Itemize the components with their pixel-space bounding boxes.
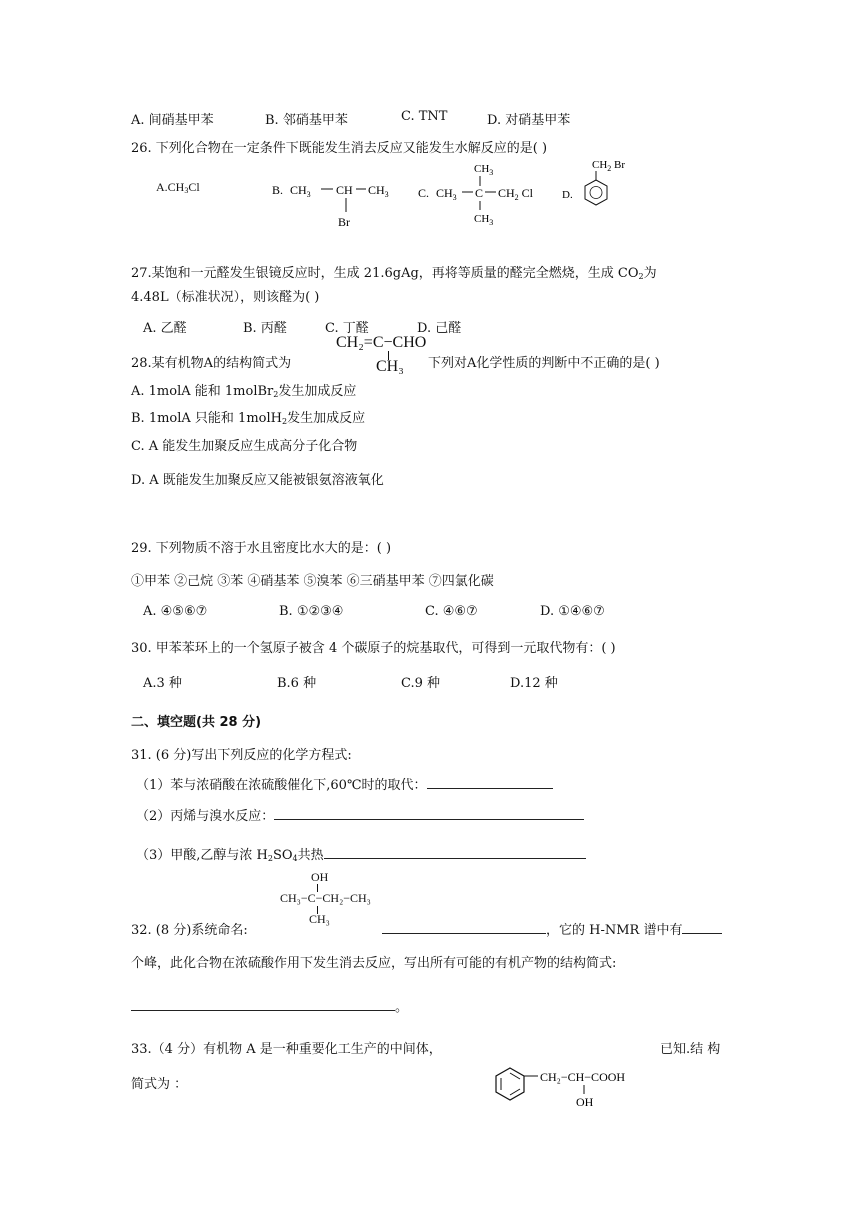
q33-line2: 简式为 ： bbox=[131, 1077, 188, 1092]
q32-line3: 。 bbox=[131, 996, 408, 1015]
q28-stem-end: 下列对A化学性质的判断中不正确的是( ) bbox=[428, 356, 660, 371]
svg-text:C: C bbox=[475, 186, 484, 200]
q27-line2: 4.48L（标准状况），则该醛为( ) bbox=[131, 290, 320, 305]
q29-option-c: C. ④⑥⑦ bbox=[425, 604, 478, 619]
q32-line2: 个峰，此化合物在浓硫酸作用下发生消去反应，写出所有可能的有机产物的结构简式: bbox=[131, 956, 617, 971]
q33-line1: 33.（4 分）有机物 A 是一种重要化工生产的中间体， bbox=[131, 1042, 442, 1057]
q31-stem: 31. (6 分)写出下列反应的化学方程式: bbox=[131, 748, 352, 763]
q28-option-c: C. A 能发生加聚反应生成高分子化合物 bbox=[131, 439, 358, 454]
svg-text:CH3: $CH_3$ bbox=[474, 163, 494, 177]
q33-structure bbox=[494, 1058, 654, 1120]
q25-option-b: B. 邻硝基甲苯 bbox=[265, 113, 348, 128]
q31-part3-blank[interactable] bbox=[324, 846, 586, 859]
q25-option-d: D. 对硝基甲苯 bbox=[487, 113, 571, 128]
section-heading: 二、填空题(共 28 分) bbox=[131, 715, 262, 730]
q32-peaks-blank[interactable] bbox=[682, 921, 722, 934]
q28-structure-ch3: CH₃ bbox=[376, 358, 404, 375]
q29-option-a: A. ④⑤⑥⑦ bbox=[143, 604, 208, 619]
q28-structure-main: CH₂=C−CHO bbox=[336, 334, 427, 351]
svg-text:CH: CH bbox=[336, 183, 353, 197]
svg-text:C.: C. bbox=[418, 186, 430, 200]
q30-option-d: D.12 种 bbox=[510, 676, 558, 691]
svg-text:Br: Br bbox=[338, 215, 350, 229]
q30-stem: 30. 甲苯苯环上的一个氢原子被含 4 个碳原子的烷基取代，可得到一元取代物有：( ) bbox=[131, 641, 616, 656]
q27-option-b: B. 丙醛 bbox=[243, 321, 287, 336]
svg-text:CH3: $CH_3$ bbox=[474, 213, 494, 226]
q27-option-c: C. 丁醛 bbox=[325, 321, 369, 336]
svg-text:D.: D. bbox=[562, 189, 573, 201]
q26-option-a: $A.CH_3Cl$ bbox=[156, 180, 200, 195]
q30-option-b: B.6 种 bbox=[277, 676, 317, 691]
q33-line1-right: 已知.结 构 bbox=[660, 1042, 721, 1057]
q32-structure-main: CH₃−C−CH₂−CH₃ bbox=[280, 891, 371, 905]
q31-part2-blank[interactable] bbox=[274, 807, 584, 820]
q30-option-a: A.3 种 bbox=[143, 676, 182, 691]
q31-part3: （3）甲酸,乙醇与浓 $H_2SO_4$共热 bbox=[136, 844, 586, 863]
q29-list: ①甲苯 ②己烷 ③苯 ④硝基苯 ⑤溴苯 ⑥三硝基甲苯 ⑦四氯化碳 bbox=[131, 574, 494, 589]
q28-stem-start: 28.某有机物A的结构简式为 bbox=[131, 356, 292, 371]
q28-option-b: B. 1molA 只能和 1molH$_2$发生加成反应 bbox=[131, 411, 366, 426]
svg-text:CH2 Br: $CH_2$ Br bbox=[592, 159, 626, 173]
q27-line1: 27.某饱和一元醛发生银镜反应时，生成 21.6gAg，再将等质量的醛完全燃烧，生成 $CO_2$为 bbox=[131, 266, 657, 281]
svg-text:CH3: $CH_3$ bbox=[436, 186, 457, 202]
svg-text:OH: OH bbox=[576, 1095, 594, 1109]
q28-option-a: A. 1molA 能和 1molBr$_2$发生加成反应 bbox=[131, 384, 357, 399]
q25-option-c: C. TNT bbox=[401, 109, 448, 124]
q27-option-a: A. 乙醛 bbox=[143, 321, 187, 336]
q26-stem: 26. 下列化合物在一定条件下既能发生消去反应又能发生水解反应的是( ) bbox=[131, 141, 548, 156]
q26-option-b-structure bbox=[270, 170, 390, 232]
q32-line1: ，它的 H-NMR 谱中有 bbox=[382, 919, 722, 938]
q29-stem: 29. 下列物质不溶于水且密度比水大的是：( ) bbox=[131, 541, 392, 556]
svg-text:CH₂−CH−COOH: CH₂−CH−COOH bbox=[540, 1070, 626, 1084]
q32-products-blank[interactable] bbox=[131, 998, 395, 1011]
q25-option-a: A. 间硝基甲苯 bbox=[131, 113, 214, 128]
q31-part1: （1）苯与浓硝酸在浓硫酸催化下,60℃时的取代： bbox=[136, 774, 553, 793]
q26-option-d-structure bbox=[562, 154, 642, 216]
svg-text:CH3: $CH_3$ bbox=[368, 183, 389, 199]
q31-part1-blank[interactable] bbox=[427, 776, 553, 789]
q29-option-d: D. ①④⑥⑦ bbox=[540, 604, 605, 619]
q27-option-d: D. 己醛 bbox=[417, 321, 462, 336]
q31-part2: （2）丙烯与溴水反应： bbox=[136, 805, 584, 824]
svg-text:CH2 Cl: $CH_2$ Cl bbox=[498, 186, 534, 202]
q29-option-b: B. ①②③④ bbox=[279, 604, 344, 619]
q32-name-blank[interactable] bbox=[382, 921, 546, 934]
svg-text:B.: B. bbox=[272, 183, 284, 197]
q32-label: 32. (8 分)系统命名: bbox=[131, 923, 248, 938]
q32-structure-ch3: CH₃ bbox=[309, 912, 330, 926]
q30-option-c: C.9 种 bbox=[401, 676, 441, 691]
q32-structure-oh: OH bbox=[311, 870, 329, 884]
q28-option-d: D. A 既能发生加聚反应又能被银氨溶液氧化 bbox=[131, 473, 384, 488]
svg-text:CH3: $CH_3$ bbox=[290, 183, 311, 199]
q26-option-c-structure bbox=[416, 160, 546, 226]
